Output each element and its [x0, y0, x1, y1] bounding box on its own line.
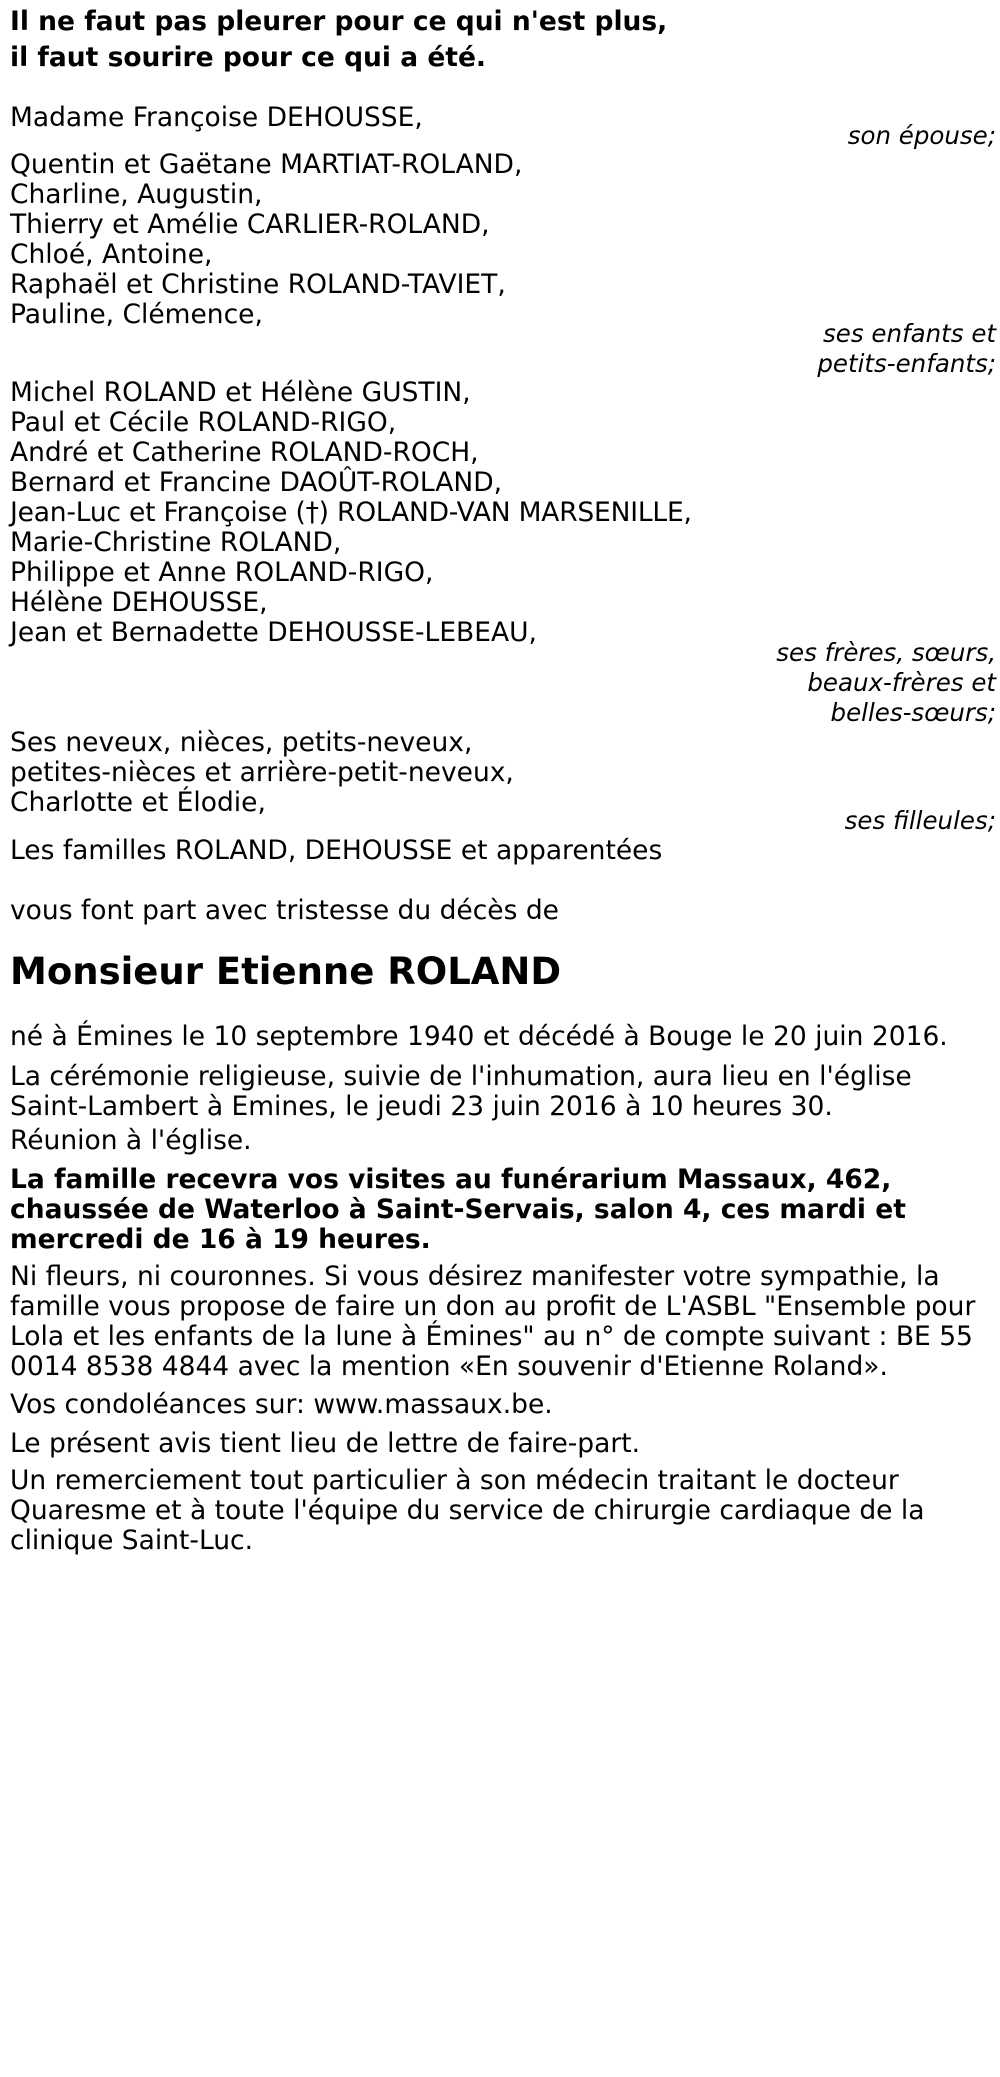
nephews-line: petites-nièces et arrière-petit-neveux,	[10, 757, 514, 788]
children-name: Thierry et Amélie CARLIER-ROLAND,	[10, 209, 490, 240]
condolences-info: Vos condoléances sur: www.massaux.be.	[10, 1389, 553, 1420]
sibling-name: Marie-Christine ROLAND,	[10, 527, 342, 558]
siblings-relation: belles-sœurs;	[830, 698, 996, 727]
sibling-name: Michel ROLAND et Hélène GUSTIN,	[10, 377, 471, 408]
nephews-relation: ses filleules;	[844, 806, 996, 835]
children-relation: ses enfants et	[823, 319, 996, 348]
spouse-relation: son épouse;	[847, 121, 996, 150]
children-name: Chloé, Antoine,	[10, 239, 213, 270]
epigraph-line-2: il faut sourire pour ce qui a été.	[10, 42, 487, 73]
siblings-relation: beaux-frères et	[807, 668, 996, 697]
children-name: Quentin et Gaëtane MARTIAT-ROLAND,	[10, 149, 523, 180]
announcement: vous font part avec tristesse du décès de	[10, 895, 559, 926]
sibling-name: Jean et Bernadette DEHOUSSE-LEBEAU,	[10, 617, 537, 648]
deceased-name: Monsieur Etienne ROLAND	[10, 950, 562, 993]
nephews-line: Ses neveux, nièces, petits-neveux,	[10, 727, 473, 758]
siblings-relation: ses frères, sœurs,	[776, 638, 996, 667]
sibling-name: Jean-Luc et Françoise (†) ROLAND-VAN MARSENILLE,	[10, 497, 692, 528]
meeting-info: Réunion à l'église.	[10, 1125, 252, 1156]
notice-info: Le présent avis tient lieu de lettre de faire-part.	[10, 1428, 641, 1459]
birth-death-info: né à Émines le 10 septembre 1940 et décédé à Bouge le 20 juin 2016.	[10, 1021, 948, 1052]
sibling-name: André et Catherine ROLAND-ROCH,	[10, 437, 479, 468]
nephews-line: Charlotte et Élodie,	[10, 787, 266, 818]
children-name: Charline, Augustin,	[10, 179, 263, 210]
children-name: Raphaël et Christine ROLAND-TAVIET,	[10, 269, 506, 300]
sibling-name: Philippe et Anne ROLAND-RIGO,	[10, 557, 434, 588]
visits-info: La famille recevra vos visites au funérarium Massaux, 462, chaussée de Waterloo à Saint-Servais, salon 4, ces mardi et mercredi de 16 à 19 heures.	[10, 1164, 906, 1255]
sibling-name: Hélène DEHOUSSE,	[10, 587, 268, 618]
thanks-info: Un remerciement tout particulier à son médecin traitant le docteur Quaresme et à toute l'équipe du service de chirurgie cardiaque de la clinique Saint-Luc.	[10, 1465, 925, 1556]
spouse-name: Madame Françoise DEHOUSSE,	[10, 102, 423, 133]
children-name: Pauline, Clémence,	[10, 299, 263, 330]
sibling-name: Paul et Cécile ROLAND-RIGO,	[10, 407, 397, 438]
sibling-name: Bernard et Francine DAOÛT-ROLAND,	[10, 467, 503, 498]
families-line: Les familles ROLAND, DEHOUSSE et apparentées	[10, 835, 663, 866]
epigraph-line-1: Il ne faut pas pleurer pour ce qui n'est plus,	[10, 6, 668, 37]
flowers-info: Ni fleurs, ni couronnes. Si vous désirez manifester votre sympathie, la famille vous propose de faire un don au profit de L'ASBL "Ensemble pour Lola et les enfants de la lune à Émines" au n° de compte suivant : BE 55 0014 8538 4844 avec la mention «En souvenir d'Etienne Roland».	[10, 1261, 976, 1382]
ceremony-info: La cérémonie religieuse, suivie de l'inhumation, aura lieu en l'église Saint-Lambert à Emines, le jeudi 23 juin 2016 à 10 heures 30.	[10, 1061, 912, 1122]
children-relation: petits-enfants;	[817, 349, 996, 378]
